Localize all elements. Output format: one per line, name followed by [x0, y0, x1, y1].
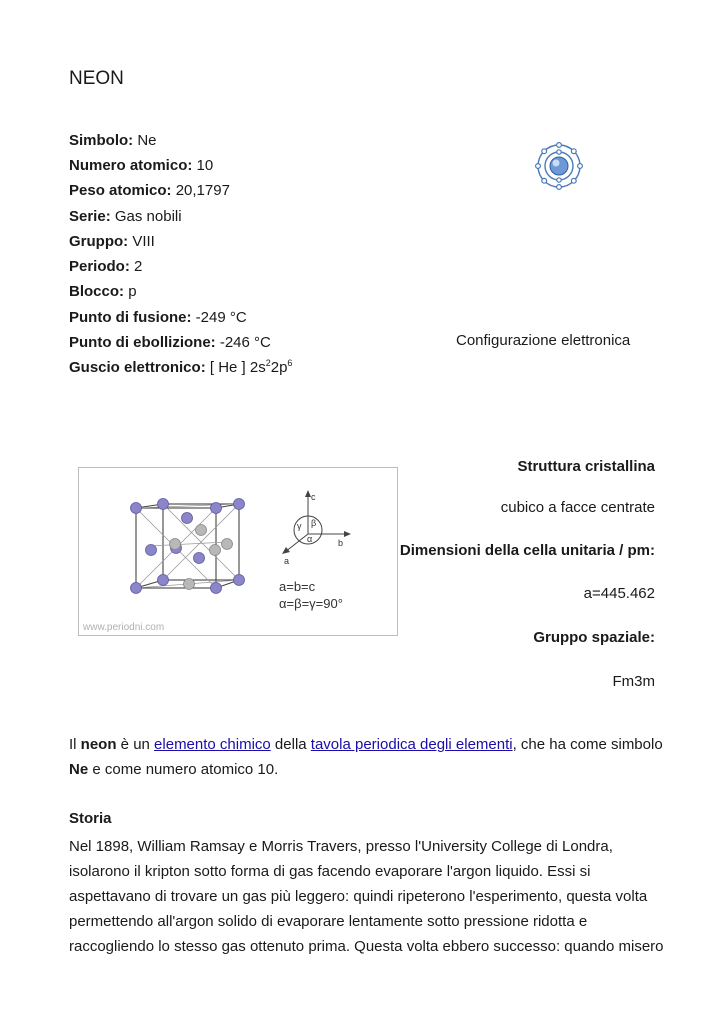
property-value: 20,1797 — [175, 182, 230, 199]
space-group-value: Fm3m — [612, 673, 655, 690]
property-label: Punto di ebollizione: — [69, 334, 216, 351]
property-value: p — [128, 283, 137, 300]
property-value: 2 — [134, 258, 143, 275]
property-value: VIII — [132, 233, 155, 250]
intro-paragraph — [69, 732, 669, 782]
property-guscio-elettronico — [69, 358, 292, 378]
property-punto-fusione — [69, 308, 247, 328]
shell-sup-1: 2 — [265, 358, 271, 368]
storia-heading: Storia — [69, 810, 112, 827]
property-label: Blocco: — [69, 283, 125, 300]
crystal-heading: Struttura cristallina — [517, 458, 655, 475]
atom-shell-icon — [534, 141, 584, 191]
cell-dimensions-value: a=445.462 — [583, 585, 655, 602]
beta-label: β — [311, 518, 317, 528]
lattice-eq-lengths: a=b=c — [279, 579, 316, 594]
intro-text: è un — [116, 736, 155, 753]
electron-config-label: Configurazione elettronica — [456, 332, 631, 349]
property-numero-atomico — [69, 156, 213, 176]
intro-text: e come numero atomico 10. — [88, 761, 279, 778]
property-label: Serie: — [69, 208, 111, 225]
intro-text: , che ha come simbolo — [512, 736, 663, 753]
property-punto-ebollizione — [69, 333, 271, 353]
intro-bold-neon: neon — [80, 736, 117, 753]
property-value: -249 °C — [195, 309, 247, 326]
shell-prefix: [ He ] 2s — [209, 359, 266, 376]
property-label: Guscio elettronico: — [69, 359, 206, 376]
property-label: Numero atomico: — [69, 157, 193, 174]
lattice-eq-angles: α=β=γ=90° — [279, 596, 343, 611]
property-value: -246 °C — [219, 334, 271, 351]
link-elemento-chimico[interactable]: elemento chimico — [154, 736, 271, 753]
space-group-label: Gruppo spaziale: — [533, 629, 655, 646]
property-label: Gruppo: — [69, 233, 129, 250]
property-label: Simbolo: — [69, 132, 134, 149]
shell-mid: 2p — [270, 359, 288, 376]
property-value: Gas nobili — [114, 208, 182, 225]
storia-paragraph: Nel 1898, William Ramsay e Morris Travers, presso l'University College di Londra, isolarono il kripton sotto forma di gas facendo evaporare l'argon liquido. Essi si aspettavano di trovare un gas più leggero: quindi ripeterono l'esperimento, questa volta permettendo all'argon solido di evaporare lentamente sotto pressione ridotta e raccogliendo lo stesso gas ottenuto prima. Questa volta ebbero successo: quando misero — [69, 838, 664, 955]
axis-b-label: b — [338, 538, 344, 548]
property-peso-atomico — [69, 181, 230, 201]
intro-text: della — [270, 736, 311, 753]
axis-c-label: c — [311, 492, 316, 502]
intro-text: Il — [69, 736, 81, 753]
shell-sup-2: 6 — [287, 358, 293, 368]
property-gruppo — [69, 232, 155, 252]
crystal-structure-diagram — [78, 467, 398, 636]
axis-a-label: a — [284, 556, 290, 566]
property-label: Periodo: — [69, 258, 130, 275]
property-blocco — [69, 282, 137, 302]
watermark: www.periodni.com — [83, 622, 165, 633]
property-label: Punto di fusione: — [69, 309, 192, 326]
property-simbolo — [69, 131, 157, 151]
link-tavola-periodica[interactable]: tavola periodica degli elementi — [310, 736, 513, 753]
property-value: 10 — [196, 157, 214, 174]
cell-dimensions-label: Dimensioni della cella unitaria / pm: — [399, 542, 655, 559]
property-label: Peso atomico: — [69, 182, 172, 199]
property-serie — [69, 207, 182, 227]
property-periodo — [69, 257, 142, 277]
gamma-label: γ — [297, 521, 302, 531]
intro-bold-ne: Ne — [69, 761, 89, 778]
property-value: Ne — [137, 132, 157, 149]
page-title: NEON — [69, 68, 124, 89]
crystal-structure-value: cubico a facce centrate — [500, 499, 655, 516]
alpha-label: α — [307, 534, 313, 544]
